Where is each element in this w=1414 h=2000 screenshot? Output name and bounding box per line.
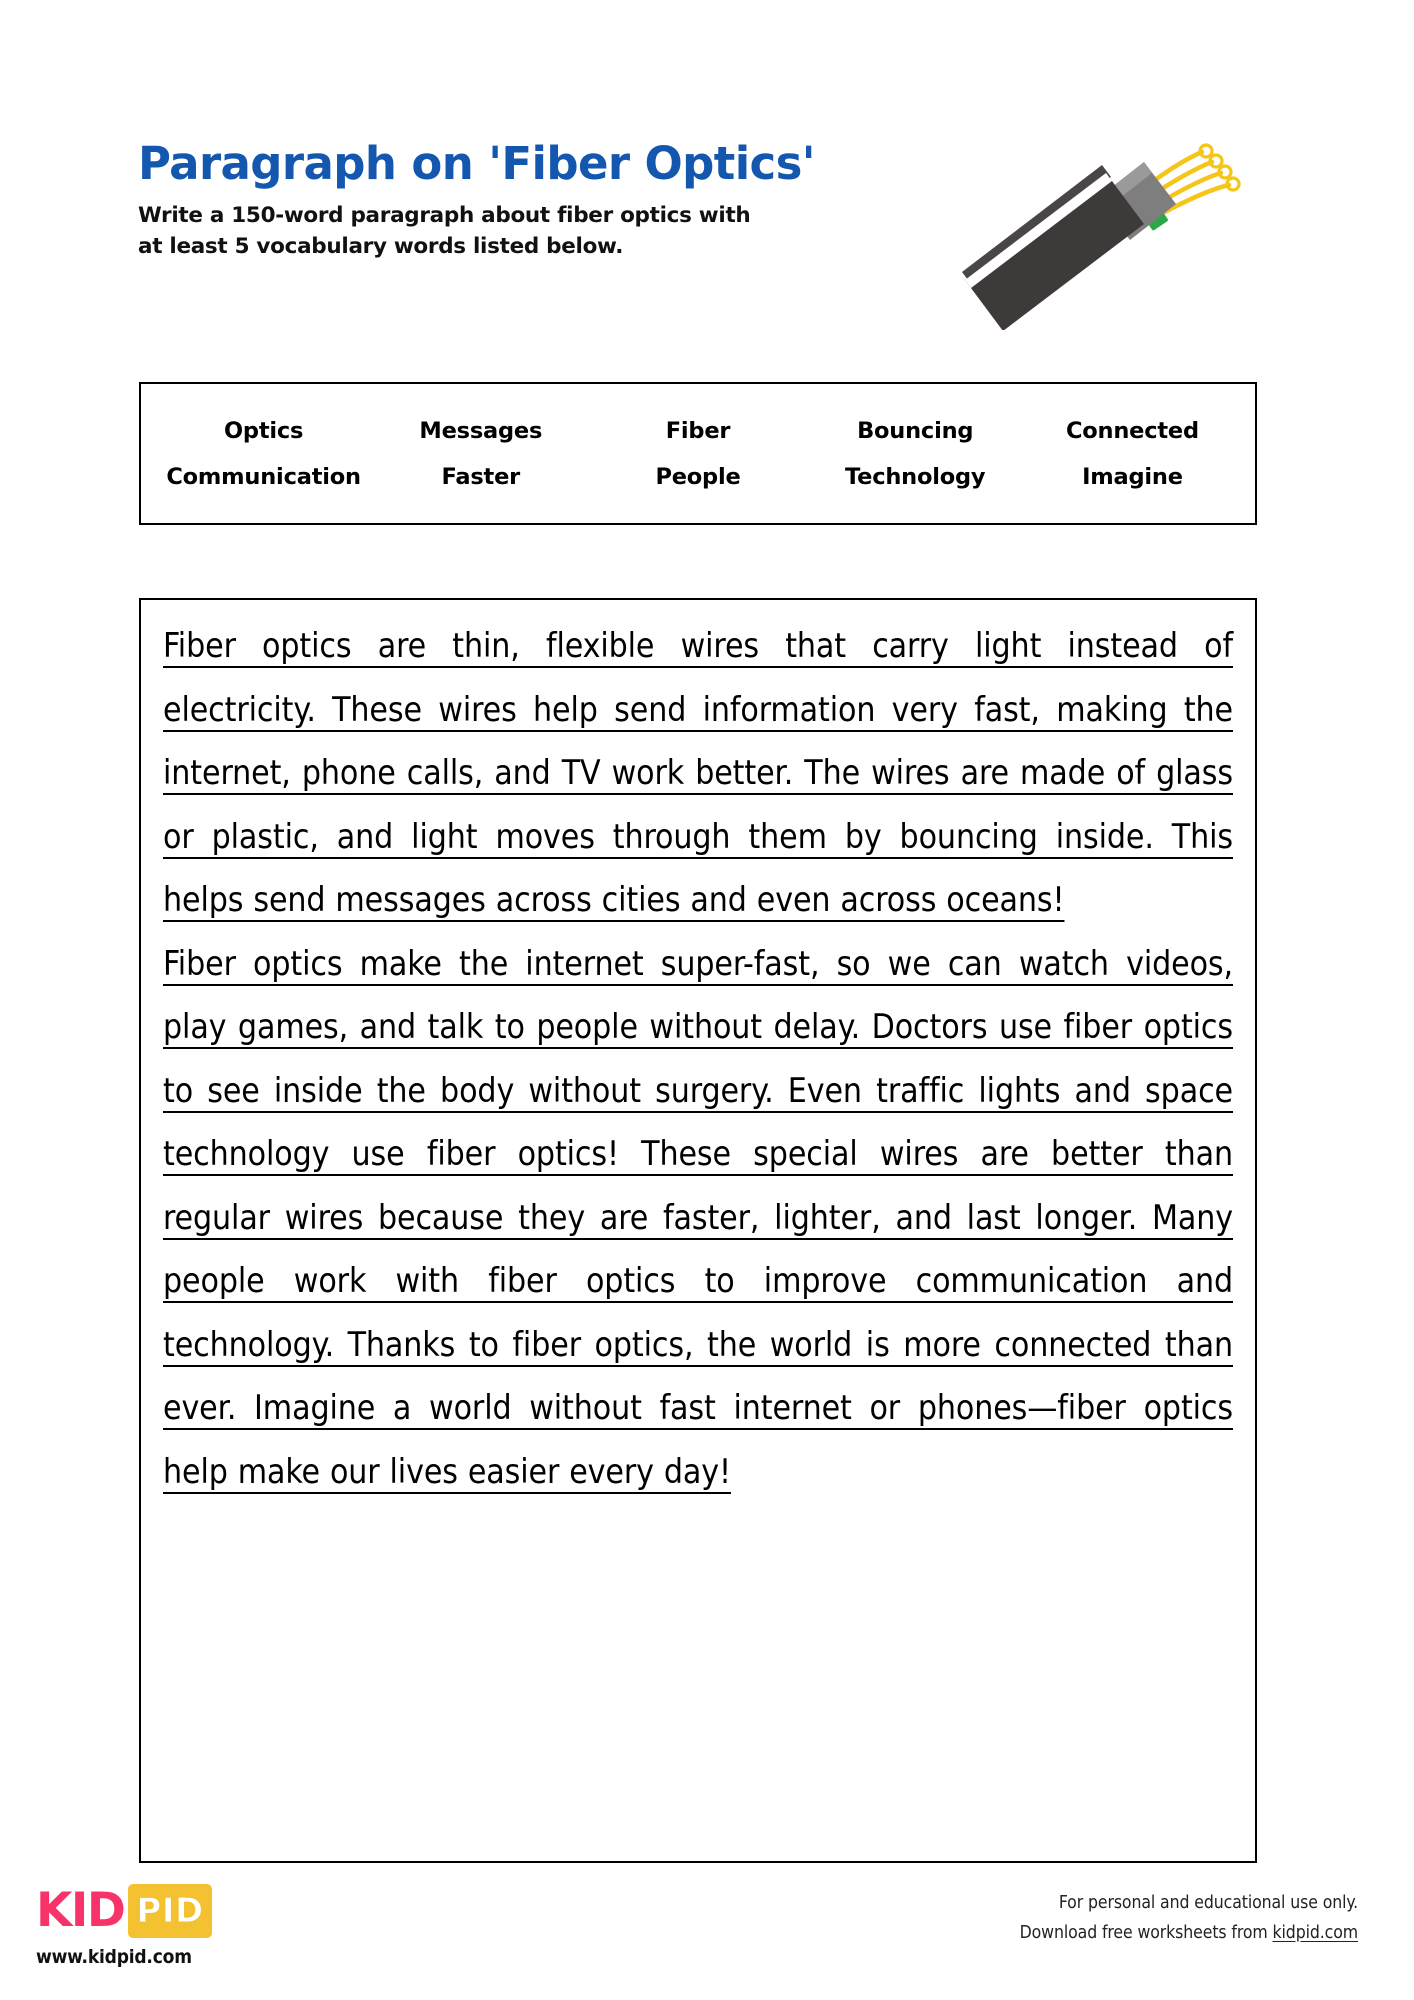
usage-notice-line-2 <box>1020 1918 1358 1948</box>
kidpid-logo-mark <box>36 1884 212 1938</box>
cable-body <box>962 165 1144 330</box>
vocab-word: Faster <box>441 463 521 490</box>
usage-notice-prefix: Download free worksheets from <box>1019 1923 1273 1943</box>
instructions-line-1: Write a 150-word paragraph about fiber optics with <box>138 203 751 229</box>
kidpid-link[interactable]: kidpid.com <box>1272 1923 1358 1943</box>
vocabulary-row-1 <box>141 418 1255 444</box>
vocab-word: Imagine <box>1082 463 1183 490</box>
page-footer <box>0 1878 1414 2000</box>
page-title: Paragraph on 'Fiber Optics' <box>138 137 815 190</box>
vocab-word: Bouncing <box>857 417 974 444</box>
footer-usage-notice <box>1020 1888 1358 1948</box>
vocab-word: Technology <box>845 463 986 490</box>
logo-kid-text: KID <box>36 1883 125 1938</box>
instructions-line-2: at least 5 vocabulary words listed below. <box>138 233 624 259</box>
usage-notice-line-1: For personal and educational use only. <box>1058 1893 1358 1913</box>
vocab-word: Fiber <box>665 417 731 444</box>
answer-writing-area[interactable] <box>139 598 1257 1863</box>
vocab-word: Optics <box>223 417 304 444</box>
worksheet-instructions <box>138 201 878 262</box>
logo-pid-text: PID <box>128 1884 211 1938</box>
fiber-strand-tip-rings <box>1200 145 1239 190</box>
fiber-optic-cable-icon <box>930 140 1260 330</box>
kidpid-logo[interactable] <box>36 1884 212 1968</box>
logo-website-url: www.kidpid.com <box>36 1946 192 1968</box>
answer-paragraph-1: Fiber optics are thin, flexible wires that carry light instead of electricity. These wires help send information very fast, making the internet, phone calls, and TV work better. The wires are made of glass or plastic, and light moves through them by bouncing inside. This helps send messages across cities and even across oceans! <box>163 626 1233 919</box>
answer-paragraph-2: Fiber optics make the internet super-fast, so we can watch videos, play games, and talk to people without delay. Doctors use fiber optics to see inside the body without surgery. Even traffic lights and space technology use fiber optics! These special wires are better than regular wires because they are faster, lighter, and last longer. Many people work with fiber optics to improve communication and technology. Thanks to fiber optics, the world is more connected than ever. Imagine a world without fast internet or phones—fiber optics help make our lives easier every day! <box>163 943 1233 1491</box>
vocab-word: Messages <box>419 417 543 444</box>
vocab-word: Connected <box>1065 417 1199 444</box>
vocab-word: People <box>655 463 741 490</box>
vocabulary-word-bank <box>139 382 1257 525</box>
vocab-word: Communication <box>166 463 361 490</box>
fiber-optic-cable-illustration <box>930 140 1260 330</box>
vocabulary-row-2 <box>141 464 1255 490</box>
